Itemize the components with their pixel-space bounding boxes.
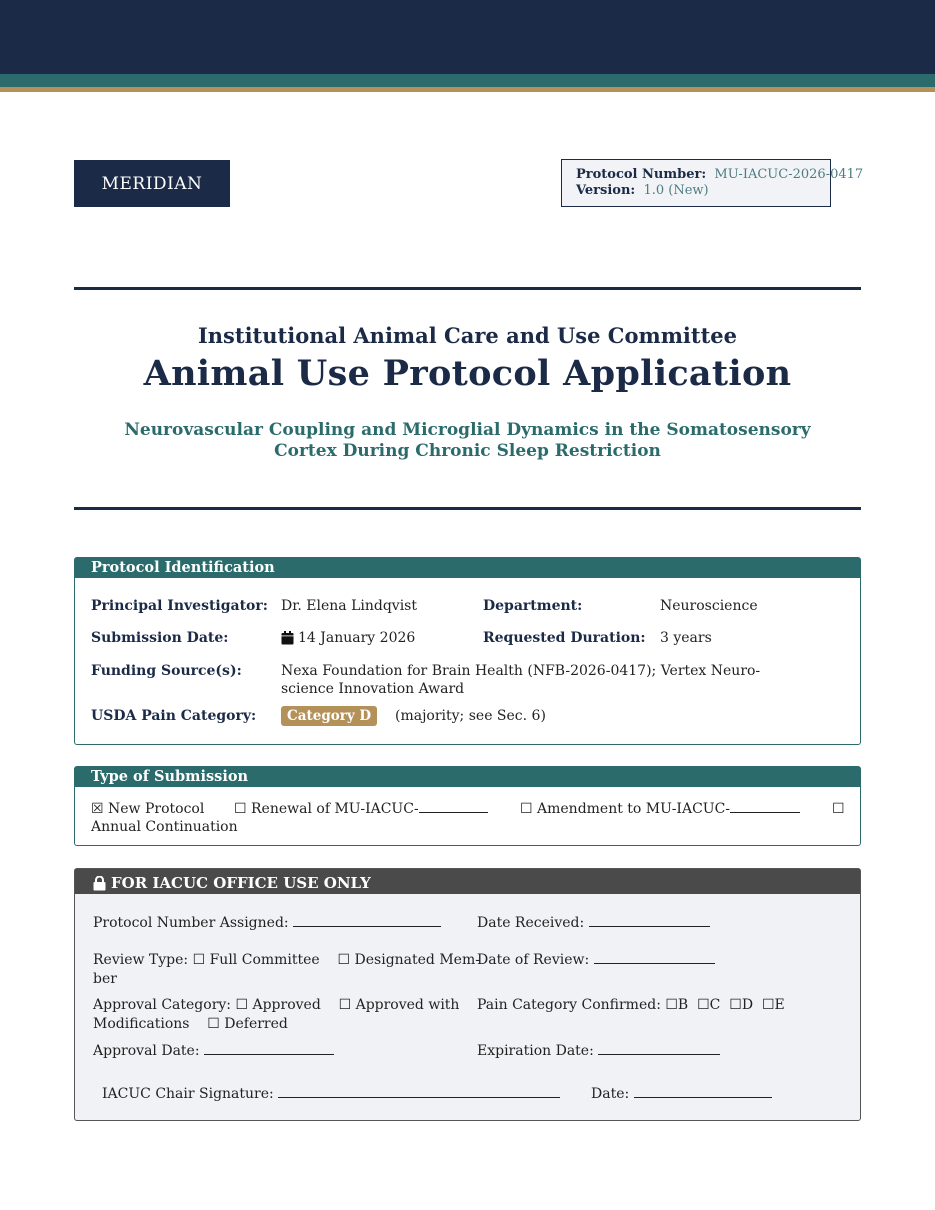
- approval-date-field[interactable]: [93, 1042, 334, 1061]
- approval-category-options[interactable]: [93, 996, 459, 1034]
- expiration-date-label: Expiration Date:: [477, 1043, 594, 1059]
- study-title: [0, 420, 935, 462]
- duration-value: 3 years: [660, 630, 712, 646]
- annual-continuation-label: Annual Continuation: [91, 819, 238, 835]
- chair-signature-field[interactable]: [102, 1085, 560, 1104]
- pain-category-confirmed-options[interactable]: Pain Category Confirmed: ☐B ☐C ☐D ☐E: [477, 997, 785, 1013]
- protocol-identification-section: [74, 557, 861, 745]
- protocol-assigned-field[interactable]: [93, 914, 441, 933]
- study-title-line-1: Neurovascular Coupling and Microglial Dynamics in the Somatosensory: [124, 420, 811, 440]
- study-title-line-2: Cortex During Chronic Sleep Restriction: [274, 441, 661, 461]
- protocol-number-label: Protocol Number:: [576, 167, 707, 182]
- renewal-option[interactable]: [234, 800, 488, 818]
- pi-label: Principal Investigator:: [91, 598, 268, 614]
- review-type-options[interactable]: [93, 951, 480, 989]
- submission-date-label: Submission Date:: [91, 630, 229, 646]
- protocol-identification-heading: Protocol Identification: [75, 558, 860, 578]
- chair-signature-blank[interactable]: [278, 1086, 560, 1098]
- header-navy-band: [0, 0, 935, 74]
- date-received-label: Date Received:: [477, 915, 585, 931]
- submission-date-value: 14 January 2026: [298, 630, 416, 646]
- header-teal-stripe: [0, 74, 935, 87]
- office-use-heading-text: FOR IACUC OFFICE USE ONLY: [111, 874, 371, 892]
- pi-value: Dr. Elena Lindqvist: [281, 598, 417, 614]
- new-protocol-checkbox[interactable]: ☒ New Protocol: [91, 801, 205, 817]
- pain-category-badge: Category D: [281, 706, 377, 726]
- amendment-checkbox-label: ☐ Amendment to MU-IACUC-: [520, 801, 731, 817]
- header-gold-stripe: [0, 87, 935, 92]
- date-of-review-label: Date of Review:: [477, 952, 590, 968]
- signature-date-label: Date:: [591, 1086, 630, 1102]
- lock-icon: [93, 876, 106, 891]
- protocol-assigned-label: Protocol Number Assigned:: [93, 915, 289, 931]
- department-label: Department:: [483, 598, 583, 614]
- funding-line-1: Nexa Foundation for Brain Health (NFB-2026-0417); Vertex Neuro-: [281, 663, 761, 679]
- title-top-rule: [74, 287, 861, 290]
- funding-label: Funding Source(s):: [91, 663, 242, 679]
- pain-category-label: USDA Pain Category:: [91, 708, 257, 724]
- funding-line-2: science Innovation Award: [281, 681, 465, 697]
- signature-date-field[interactable]: [591, 1085, 772, 1104]
- annual-continuation-checkbox[interactable]: ☐: [832, 801, 845, 817]
- renewal-blank-field[interactable]: [419, 801, 488, 813]
- expiration-date-blank[interactable]: [598, 1043, 720, 1055]
- date-of-review-field[interactable]: [477, 951, 715, 970]
- calendar-icon: [281, 631, 294, 645]
- review-type-line-1: Review Type: ☐ Full Committee ☐ Designated Mem-: [93, 952, 480, 968]
- approval-date-label: Approval Date:: [93, 1043, 200, 1059]
- approval-date-blank[interactable]: [204, 1043, 334, 1055]
- document-title: Animal Use Protocol Application: [143, 353, 792, 394]
- review-type-line-2: ber: [93, 971, 117, 987]
- duration-label: Requested Duration:: [483, 630, 646, 646]
- date-of-review-blank[interactable]: [594, 952, 715, 964]
- office-use-section: [74, 868, 861, 1121]
- office-use-heading: [75, 869, 860, 894]
- pain-category-note: (majority; see Sec. 6): [395, 708, 546, 724]
- submission-type-section: [74, 766, 861, 846]
- expiration-date-field[interactable]: [477, 1042, 720, 1061]
- protocol-number-value: MU-IACUC-2026-0417: [714, 167, 864, 182]
- protocol-info-box: [561, 159, 864, 207]
- date-received-field[interactable]: [477, 914, 710, 933]
- department-value: Neuroscience: [660, 598, 758, 614]
- amendment-blank-field[interactable]: [730, 801, 800, 813]
- submission-type-heading: Type of Submission: [75, 767, 860, 787]
- renewal-checkbox-label: ☐ Renewal of MU-IACUC-: [234, 801, 419, 817]
- logo-text: MERIDIAN: [101, 173, 203, 194]
- approval-category-line-1: Approval Category: ☐ Approved ☐ Approved with: [93, 997, 460, 1013]
- approval-category-line-2: Modifications ☐ Deferred: [93, 1016, 288, 1032]
- version-label: Version:: [576, 183, 636, 198]
- protocol-assigned-blank[interactable]: [293, 915, 441, 927]
- meridian-logo: [74, 160, 230, 207]
- chair-signature-label: IACUC Chair Signature:: [102, 1086, 274, 1102]
- title-bottom-rule: [74, 507, 861, 510]
- funding-value: [281, 662, 760, 698]
- version-value: 1.0 (New): [643, 183, 709, 198]
- signature-date-blank[interactable]: [634, 1086, 772, 1098]
- submission-date: [281, 629, 415, 647]
- committee-title: Institutional Animal Care and Use Committee: [197, 323, 738, 348]
- date-received-blank[interactable]: [589, 915, 710, 927]
- amendment-option[interactable]: [520, 800, 800, 818]
